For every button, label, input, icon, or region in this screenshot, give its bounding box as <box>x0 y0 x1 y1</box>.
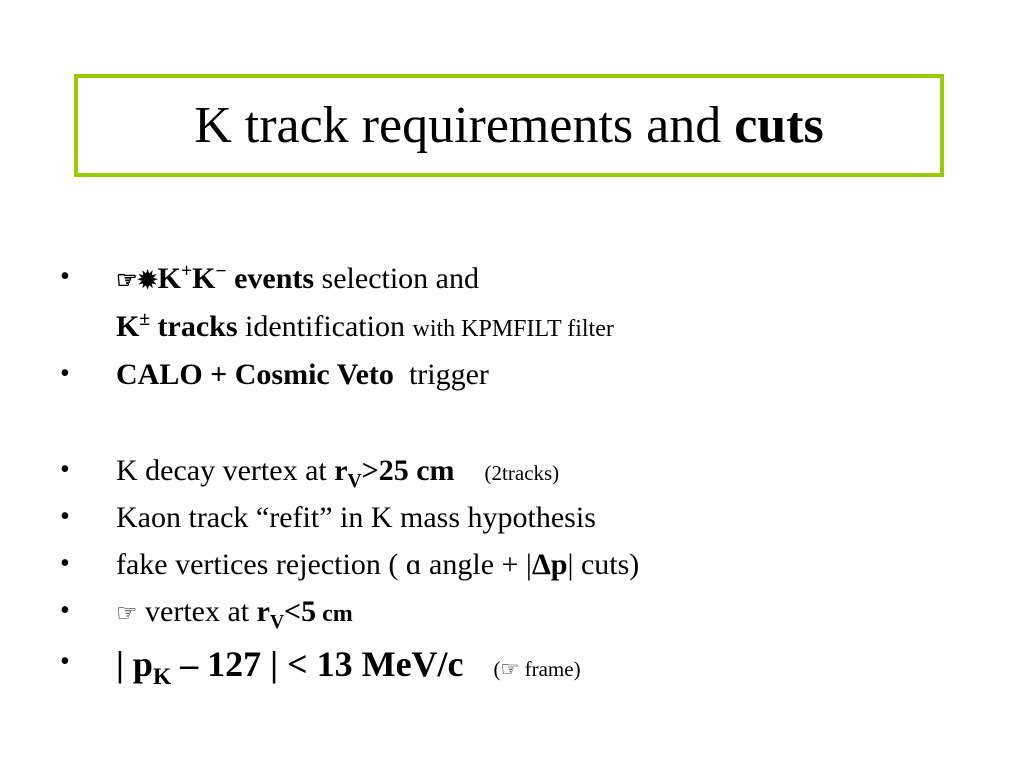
selection-text: selection and <box>314 262 479 295</box>
p-symbol: p <box>550 548 568 581</box>
hand-icon: ☞ <box>116 601 138 627</box>
bullet-7 <box>116 644 581 691</box>
bullet-marker: • <box>60 646 70 677</box>
bullet-marker: • <box>60 358 70 389</box>
angle-text: angle + | <box>421 548 532 581</box>
v-subscript: V <box>347 471 362 492</box>
kpm-k: K <box>116 310 140 343</box>
bullet-1-line-1 <box>116 261 479 295</box>
cuts-text: | cuts) <box>567 548 640 581</box>
bullet-4: Kaon track “refit” in K mass hypothesis <box>116 501 596 534</box>
calo-trigger-bold: CALO + Cosmic Veto <box>116 358 394 391</box>
bullet-2 <box>116 360 489 390</box>
decay-vertex-text: K decay vertex at <box>116 454 335 487</box>
bullet-5 <box>116 550 639 580</box>
radius-cut: <5 <box>284 595 317 628</box>
radius-cut: >25 cm <box>361 454 455 487</box>
k-subscript: K <box>152 664 172 691</box>
kk-k2: K <box>192 262 216 295</box>
identification-text: identification <box>237 310 413 343</box>
delta-symbol-icon: Δ <box>531 548 551 581</box>
fake-vertices-text: fake vertices rejection ( <box>116 548 406 581</box>
bullet-1-line-2 <box>116 309 614 343</box>
kpm-sign: ± <box>139 309 151 330</box>
momentum-cut: – 127 | < 13 MeV/c <box>171 644 464 684</box>
kk-k1: K <box>157 262 181 295</box>
title-bold: cuts <box>734 96 824 154</box>
bullet-marker: • <box>60 595 70 626</box>
cm-unit: cm <box>316 601 353 627</box>
v-subscript: V <box>269 612 285 633</box>
bullet-6 <box>116 595 353 633</box>
bullet-marker: • <box>60 261 70 292</box>
two-tracks-note: (2tracks) <box>484 461 560 485</box>
bullet-marker: • <box>60 454 70 485</box>
kk-plus: + <box>180 261 193 282</box>
trigger-text: trigger <box>393 358 489 391</box>
bullet-marker: • <box>60 501 70 532</box>
tracks-label: tracks <box>150 310 238 343</box>
r-symbol: r <box>334 454 348 487</box>
kpmfilt-text: with KPMFILT filter <box>412 316 614 342</box>
bullet-marker: • <box>60 548 70 579</box>
frame-note: (☞ frame) <box>493 657 581 681</box>
pk-label: | p <box>116 644 153 684</box>
kk-minus: − <box>215 261 227 282</box>
title-text: K track requirements and <box>194 96 735 154</box>
angle-symbol-icon: ɑ <box>405 548 422 581</box>
bullet-3 <box>116 454 560 492</box>
events-label: events <box>226 262 315 295</box>
hand-burst-icon: ☞✹ <box>116 268 158 294</box>
vertex-at-text: vertex at <box>137 595 257 628</box>
r-symbol: r <box>256 595 270 628</box>
